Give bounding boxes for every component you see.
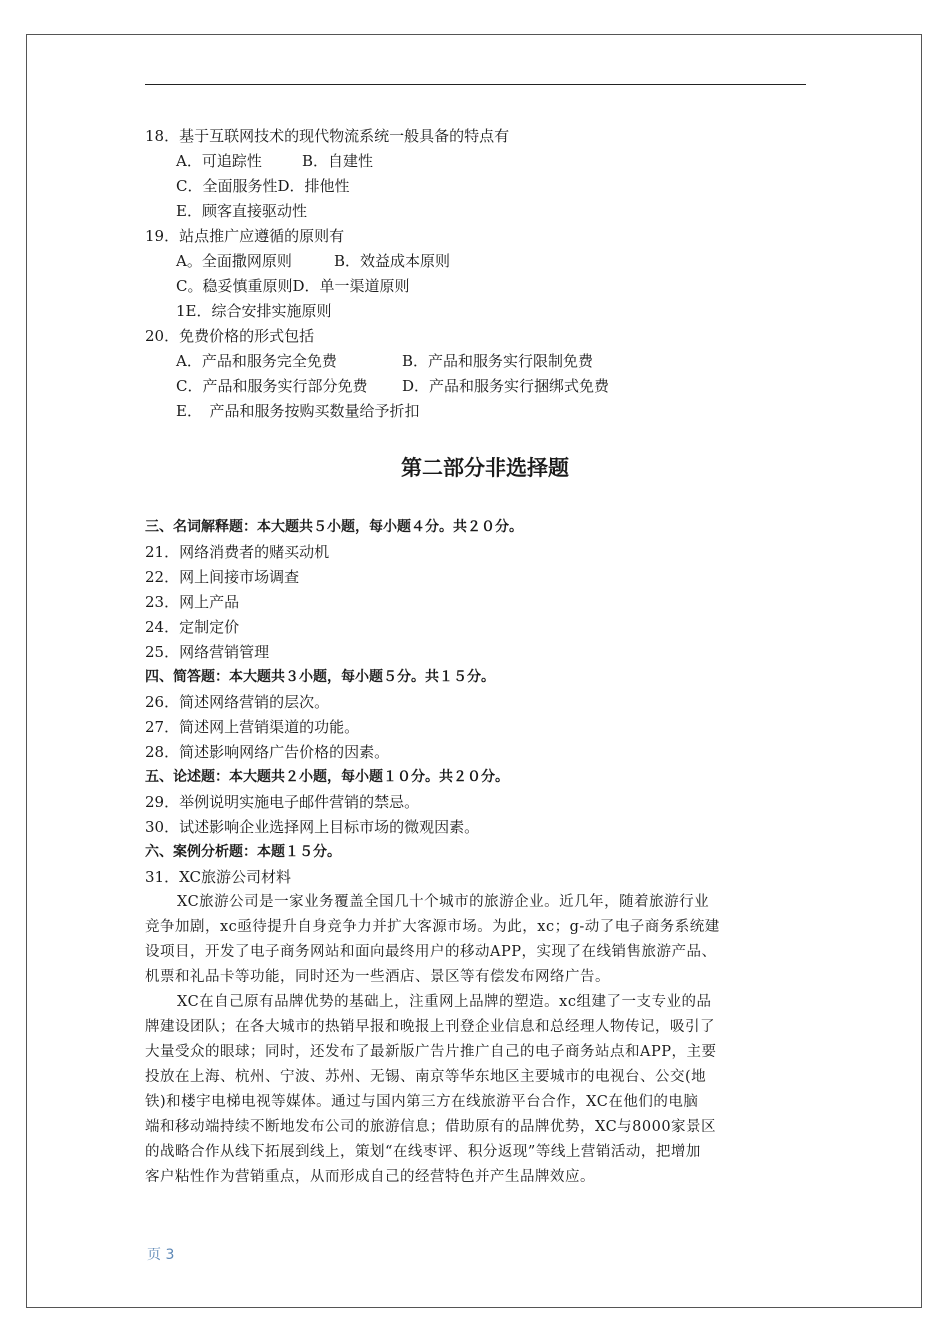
document-body — [145, 124, 805, 1190]
case-text-line: 客户粘性作为营销重点，从而形成自己的经营特色并产生品牌效应。 — [145, 1169, 595, 1185]
q19-option-cd: C。稳妥慎重原则D．单一渠道原则 — [176, 277, 410, 295]
section-3-heading: 三、名词解释题：本大题共５小题，每小题４分。共２０分。 — [145, 519, 523, 535]
q18-option-a: A．可追踪性 — [176, 152, 262, 170]
section-4-heading: 四、简答题：本大题共３小题，每小题５分。共１５分。 — [145, 669, 495, 685]
question-18-stem: 18．基于互联网技术的现代物流系统一般具备的特点有 — [145, 127, 510, 145]
q20-option-d: D．产品和服务实行捆绑式免费 — [402, 377, 610, 395]
list-item: 28．简述影响网络广告价格的因素。 — [145, 743, 390, 761]
case-text-line: 设项目，开发了电子商务网站和面向最终用户的移动APP，实现了在线销售旅游产品、 — [145, 944, 717, 960]
case-text-line: XC在自己原有品牌优势的基础上，注重网上品牌的塑造。xc组建了一支专业的品 — [177, 994, 712, 1010]
case-text-line: 投放在上海、杭州、宁波、苏州、无锡、南京等华东地区主要城市的电视台、公交(地 — [145, 1069, 707, 1085]
list-item: 23．网上产品 — [145, 593, 240, 611]
part-two-title: 第二部分非选择题 — [401, 456, 569, 480]
q20-option-a: A．产品和服务完全免费 — [176, 352, 337, 370]
case-text-line: 端和移动端持续不断地发布公司的旅游信息；借助原有的品牌优势，XC与8000家景区 — [145, 1119, 717, 1135]
q20-option-b: B．产品和服务实行限制免费 — [402, 352, 594, 370]
case-paragraph-2 — [145, 990, 805, 1190]
case-text-line: 大量受众的眼球；同时，还发布了最新版广告片推广自己的电子商务站点和APP，主要 — [145, 1044, 717, 1060]
list-item: 26．简述网络营销的层次。 — [145, 693, 330, 711]
q18-option-e: E．顾客直接驱动性 — [176, 202, 307, 220]
section-6-heading: 六、案例分析题：本题１５分。 — [145, 844, 341, 860]
list-item: 21．网络消费者的赌买动机 — [145, 543, 330, 561]
case-text-line: XC旅游公司是一家业务覆盖全国几十个城市的旅游企业。近几年，随着旅游行业 — [177, 894, 710, 910]
list-item: 24．定制定价 — [145, 618, 240, 636]
list-item: 22．网上间接市场调查 — [145, 568, 300, 586]
list-item: 25．网络营销管理 — [145, 643, 270, 661]
header-rule — [145, 84, 806, 85]
q20-option-c: C．产品和服务实行部分免费 — [176, 377, 368, 395]
q18-option-b: B．自建性 — [302, 152, 374, 170]
question-18-options-ab — [145, 149, 805, 174]
question-20-options-cd — [145, 374, 805, 399]
question-19-options-ab — [145, 249, 805, 274]
question-20-options-ab — [145, 349, 805, 374]
q18-option-cd: C．全面服务性D．排他性 — [176, 177, 350, 195]
case-title: 31．XC旅游公司材料 — [145, 868, 291, 886]
case-text-line: 铁)和楼宇电梯电视等媒体。通过与国内第三方在线旅游平台合作，XC在他们的电脑 — [145, 1094, 699, 1110]
question-19-stem: 19．站点推广应遵循的原则有 — [145, 227, 345, 245]
list-item: 27．简述网上营销渠道的功能。 — [145, 718, 360, 736]
q19-option-e: 1E．综合安排实施原则 — [176, 302, 332, 320]
case-text-line: 的战略合作从线下拓展到线上，策划“在线枣评、积分返现”等线上营销活动，把增加 — [145, 1144, 701, 1160]
q19-option-b: B．效益成本原则 — [334, 252, 451, 270]
case-paragraph-1 — [145, 890, 805, 990]
page-number: 页 3 — [147, 1247, 175, 1263]
case-text-line: 竞争加剧，xc亟待提升自身竞争力并扩大客源市场。为此，xc；g-动了电子商务系统建 — [145, 919, 720, 935]
case-text-line: 牌建设团队；在各大城市的热销早报和晚报上刊登企业信息和总经理人物传记，吸引了 — [145, 1019, 715, 1035]
list-item: 29．举例说明实施电子邮件营销的禁忌。 — [145, 793, 420, 811]
list-item: 30．试述影响企业选择网上目标市场的微观因素。 — [145, 818, 480, 836]
section-5-heading: 五、论述题：本大题共２小题，每小题１０分。共２０分。 — [145, 769, 509, 785]
question-20-stem: 20．免费价格的形式包括 — [145, 327, 315, 345]
q19-option-a: A。全面撒网原则 — [176, 252, 292, 270]
case-text-line: 机票和礼品卡等功能，同时还为一些酒店、景区等有偿发布网络广告。 — [145, 969, 610, 985]
q20-option-e: E． 产品和服务按购买数量给予折扣 — [176, 402, 420, 420]
